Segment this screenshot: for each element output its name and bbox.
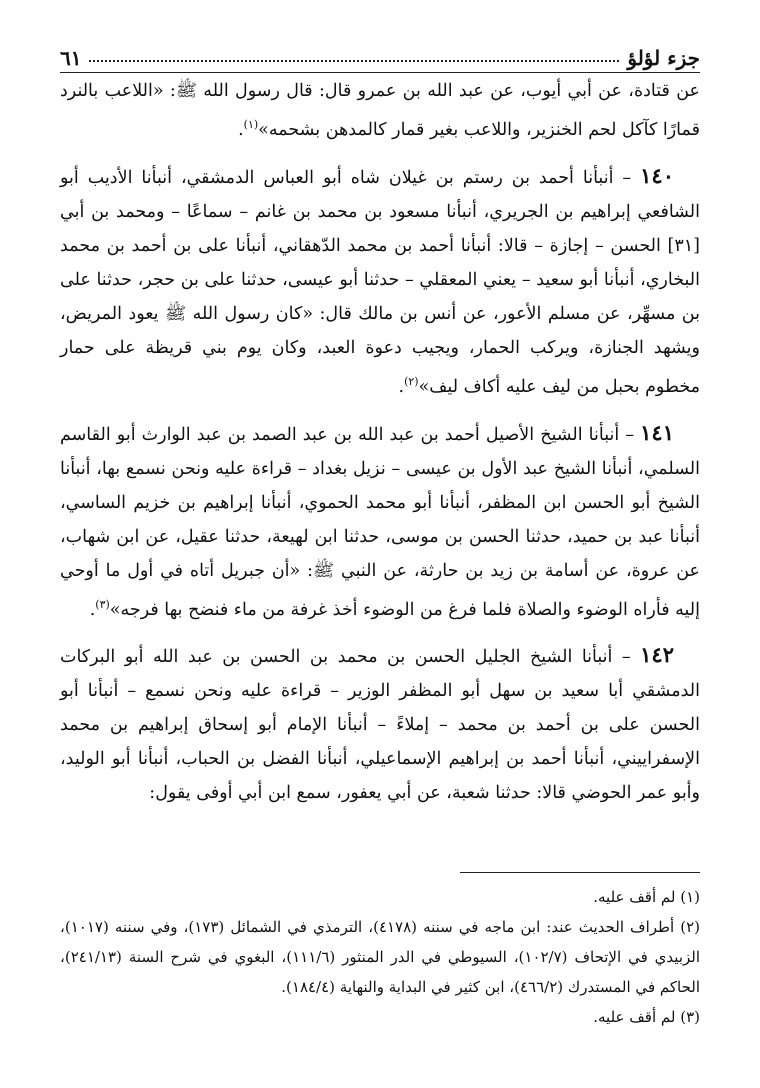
footnotes <box>60 882 700 1032</box>
paragraph-142 <box>60 638 700 810</box>
page-header <box>60 38 700 73</box>
footnote-ref: (٢) <box>404 374 419 388</box>
paragraph-140 <box>60 159 700 404</box>
footnote-1 <box>60 882 700 912</box>
footnote-3 <box>60 1002 700 1032</box>
footnote-separator <box>460 872 700 873</box>
footnote-ref: (٣) <box>95 597 110 611</box>
footnote-text: لم أقف عليه. <box>593 1008 681 1026</box>
header-dots <box>89 60 619 62</box>
footnote-ref: (١) <box>243 118 259 131</box>
footnote-2 <box>60 912 700 1002</box>
paragraph-text: – أنبأنا الشيخ الجليل الحسن بن محمد بن الحسن بن عبد الله أبو البركات الدمشقي أبا سعيد بن سهل أبو المظفر الوزير – قراءة عليه ونحن نسمع – أنبأنا أبو الحسن على بن أحمد بن محمد – إملاءً – أنبأنا الإمام أبو إسحاق إبراهيم بن محمد الإسفراييني، أنبأنا أحمد بن إبراهيم الإسماعيلي، أنبأنا الفضل بن الحباب، أنبأنا أبو الوليد، وأبو عمر الحوضي قالا: حدثنا شعبة، عن أبي يعفور، سمع ابن أبي أوفى يقول: <box>60 647 700 804</box>
footnote-marker: (٢) <box>680 918 700 936</box>
hadith-number: ١٤١ <box>640 419 674 445</box>
paragraph-text: عن قتادة، عن أبي أيوب، عن عبد الله بن عمرو قال: قال رسول الله ﷺ: «اللاعب بالنرد قمارًا كآكل لحم الخنزير، واللاعب بغير قمار كالمدهن بشحمه» <box>60 81 700 140</box>
footnote-text: لم أقف عليه. <box>593 888 681 906</box>
paragraph-end: . <box>238 119 244 140</box>
paragraph-0 <box>60 74 700 147</box>
paragraph-141 <box>60 416 700 627</box>
main-text <box>60 74 700 822</box>
paragraph-end: . <box>398 376 405 397</box>
hadith-number: ١٤٠ <box>640 162 674 188</box>
footnote-marker: (١) <box>680 888 700 906</box>
footnote-text: أطراف الحديث عند: ابن ماجه في سننه (٤١٧٨)، الترمذي في الشمائل (١٧٣)، وفي سننه (١٠١٧)، الزبيدي في الإتحاف (١٠٢/٧)، السيوطي في الدر المنثور (١١١/٦)، البغوي في شرح السنة (٢٤١/١٣)، الحاكم في المستدرك (٤٦٦/٢)، ابن كثير في البداية والنهاية (١٨٤/٤). <box>60 918 701 996</box>
footnote-marker: (٣) <box>680 1008 700 1026</box>
paragraph-text: – أنبأنا أحمد بن رستم بن غيلان شاه أبو العباس الدمشقي، أنبأنا الأديب أبو الشافعي إبراهيم بن الجريري، أنبأنا مسعود بن محمد بن غانم – سماعًا – ومحمد بن أبي [٣١] الحسن – إجازة – قالا: أنبأنا أحمد بن محمد الدّهقاني، أنبأنا على بن أحمد بن محمد البخاري، أنبأنا أبو سعيد – يعني المعقلي – حدثنا أبو عيسى، حدثنا على بن حجر، حدثنا على بن مسهِّر، عن مسلم الأعور، عن أنس بن مالك قال: «كان رسول الله ﷺ يعود المريض، ويشهد الجنازة، ويركب الحمار، ويجيب دعوة العبد، وكان يوم بني قريظة على حمار مخطوم بحبل من ليف عليه أكاف ليف» <box>60 167 700 397</box>
paragraph-end: . <box>89 599 96 620</box>
page-number: ٦١ <box>60 46 82 70</box>
hadith-number: ١٤٢ <box>640 642 674 668</box>
running-title: جزء لؤلؤ <box>627 46 700 70</box>
paragraph-text: – أنبأنا الشيخ الأصيل أحمد بن عبد الله بن عبد الصمد بن عبد الوارث أبو القاسم السلمي، أنبأنا الشيخ عبد الأول بن عيسى – نزيل بغداد – قراءة عليه ونحن نسمع بها، أنبأنا الشيخ أبو الحسن ابن المظفر، أنبأنا أبو محمد الحموي، أنبأنا إبراهيم بن خزيم الساسي، أنبأنا عبد بن حميد، حدثنا الحسن بن موسى، حدثنا ابن لهيعة، حدثنا عقيل، عن ابن شهاب، عن عروة، عن أسامة بن زيد بن حارثة، عن النبي ﷺ: «أن جبريل أتاه في أول ما أوحي إليه فأراه الوضوء والصلاة فلما فرغ من الوضوء أخذ غرفة من ماء فنضح بها فرجه» <box>60 424 700 620</box>
